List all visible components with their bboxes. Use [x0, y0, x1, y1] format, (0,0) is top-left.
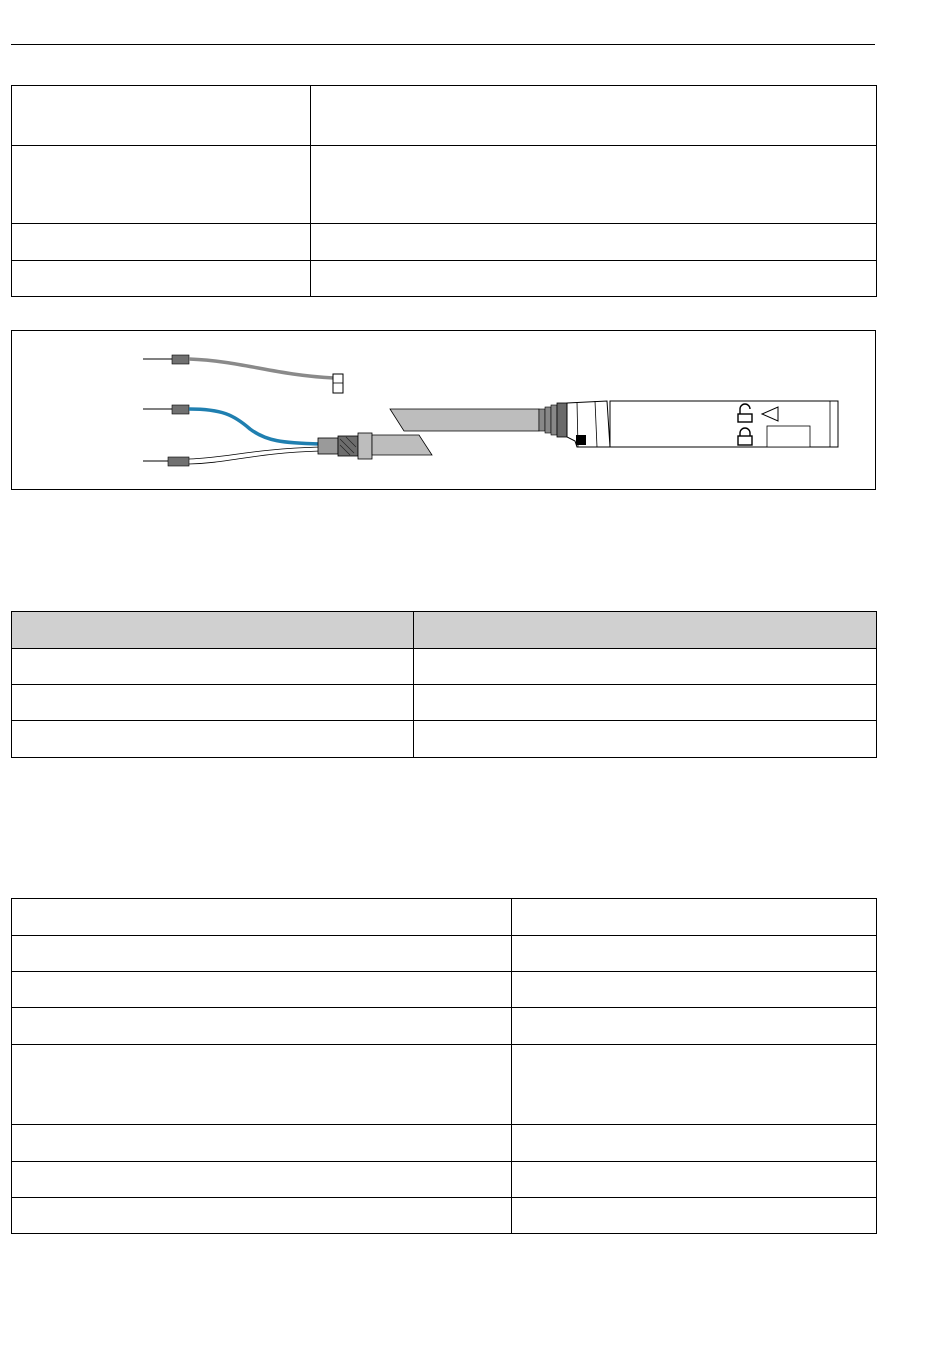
gray-wire-terminal [333, 374, 343, 393]
table-row [12, 86, 877, 146]
sensor-cable-figure [11, 330, 876, 490]
table-row [12, 1198, 877, 1234]
header-rule [11, 44, 875, 45]
cable-jacket-cut [372, 435, 432, 455]
table-row [12, 261, 877, 297]
table-cell [512, 899, 877, 936]
table-row [12, 1162, 877, 1198]
table-cell [311, 86, 877, 146]
inner-insulation [318, 438, 338, 454]
strain-relief [557, 403, 567, 437]
ferrule-middle [172, 405, 189, 414]
table-row [12, 146, 877, 224]
connector-pin [576, 435, 586, 445]
spec-table-2 [11, 611, 877, 758]
table-cell [311, 146, 877, 224]
table-row [12, 1045, 877, 1125]
sensor-cable-drawing [12, 331, 875, 489]
table-cell [12, 649, 414, 685]
table-cell [12, 1045, 512, 1125]
ferrule-top [172, 355, 189, 364]
ferrule-bottom [168, 457, 189, 466]
unlock-symbol [738, 414, 752, 422]
table-cell [414, 685, 877, 721]
table-header-cell [414, 612, 877, 649]
housing-label-area [767, 426, 810, 447]
table-cell [12, 1162, 512, 1198]
cable-jacket-ring [358, 433, 372, 459]
table-cell [12, 972, 512, 1008]
blue-wire [189, 409, 320, 444]
table-cell [12, 86, 311, 146]
table-cell [311, 224, 877, 261]
table-header-row [12, 612, 877, 649]
table-cell [12, 1125, 512, 1162]
table-cell [414, 649, 877, 685]
table-cell [12, 899, 512, 936]
table-cell [12, 721, 414, 758]
table-cell [512, 1045, 877, 1125]
table-cell [512, 1125, 877, 1162]
table-cell [311, 261, 877, 297]
table-cell [512, 972, 877, 1008]
table-row [12, 721, 877, 758]
table-row [12, 1125, 877, 1162]
table-row [12, 224, 877, 261]
connector-nut [567, 401, 610, 447]
table-cell [512, 936, 877, 972]
lock-symbol [738, 436, 752, 445]
table-header-cell [12, 612, 414, 649]
table-cell [512, 1008, 877, 1045]
table-row [12, 649, 877, 685]
gray-wire [189, 359, 334, 378]
table-row [12, 936, 877, 972]
table-cell [12, 146, 311, 224]
table-row [12, 899, 877, 936]
table-row [12, 1008, 877, 1045]
table-cell [12, 1198, 512, 1234]
table-cell [12, 685, 414, 721]
table-cell [12, 261, 311, 297]
table-cell [12, 224, 311, 261]
table-row [12, 685, 877, 721]
table-row [12, 972, 877, 1008]
spec-table-3 [11, 898, 877, 1234]
table-cell [512, 1162, 877, 1198]
table-cell [12, 1008, 512, 1045]
spec-table-1 [11, 85, 877, 297]
table-cell [512, 1198, 877, 1234]
main-cable [390, 409, 539, 431]
table-cell [414, 721, 877, 758]
table-cell [12, 936, 512, 972]
